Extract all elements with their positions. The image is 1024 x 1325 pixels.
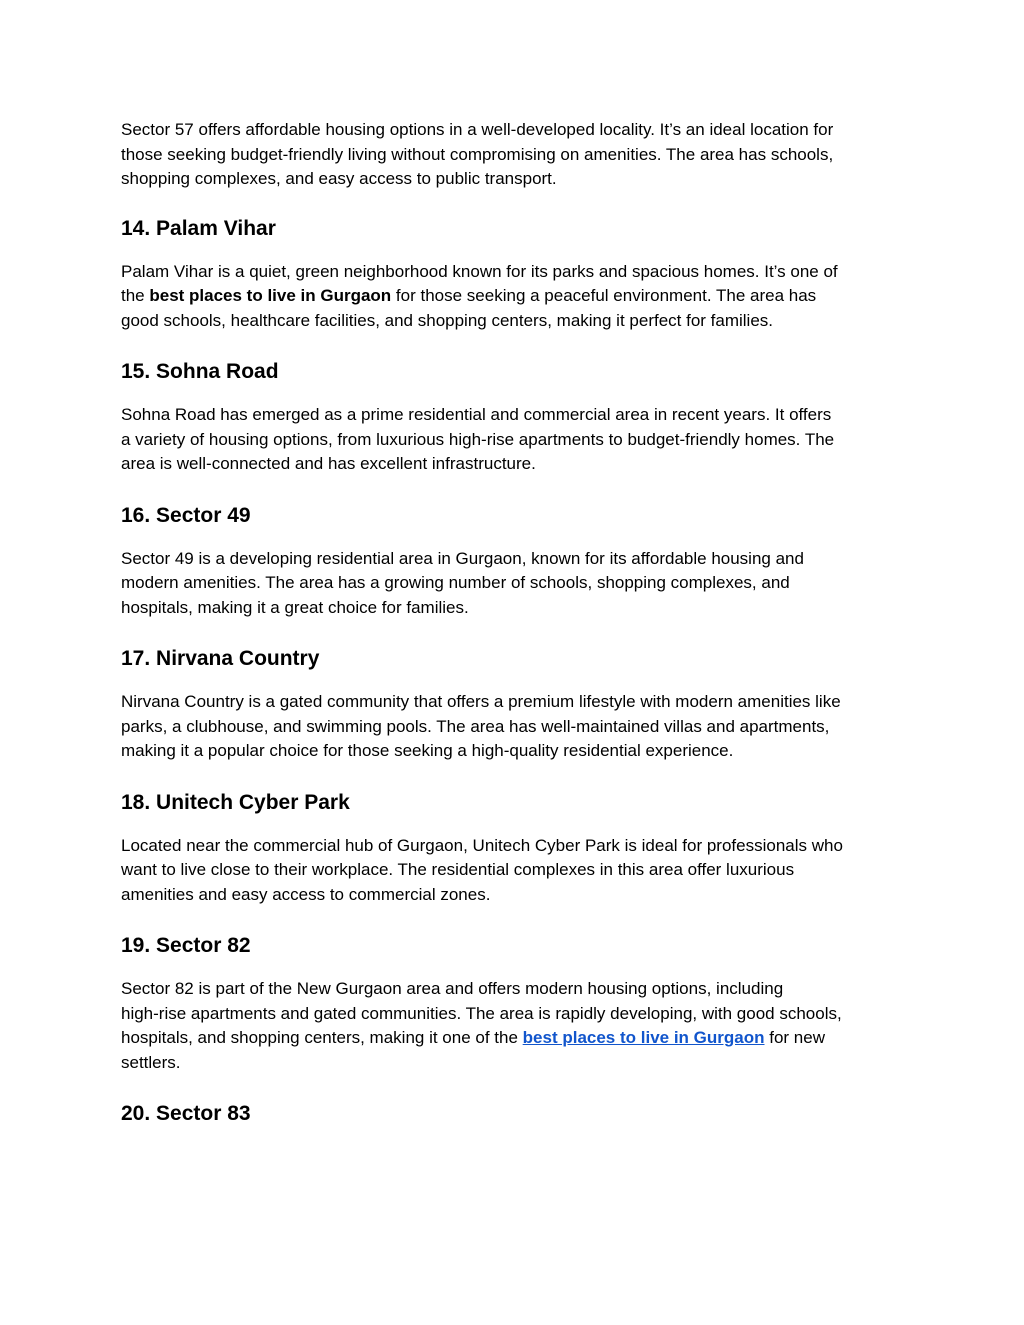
intro-paragraph: Sector 57 offers affordable housing options in a well-developed locality. It’s an ideal location for those seeking budget-friendly living without compromising on amenities. The area has schools, shopping complexes, and easy access to public transport.: [121, 120, 834, 188]
palam-vihar-paragraph: [121, 260, 911, 334]
sector-49-paragraph: Sector 49 is a developing residential area in Gurgaon, known for its affordable housing and modern amenities. The area has a growing number of schools, shopping complexes, and hospitals, making it a great choice for families.: [121, 548, 804, 617]
sector-82-text-after: for new settlers.: [121, 1028, 825, 1072]
sector-82-text-before: Sector 82 is part of the New Gurgaon area and offers modern housing options, including high-rise apartments and gated communities. The area is rapidly developing, with good schools, hospitals, and shopping centers, making it one of the: [121, 979, 842, 1047]
document-page: [121, 118, 911, 1145]
sector-82-paragraph: [121, 977, 911, 1075]
heading-sector-83: 20. Sector 83: [121, 1102, 251, 1125]
heading-unitech-cyber-park: 18. Unitech Cyber Park: [121, 790, 350, 814]
heading-nirvana-country: 17. Nirvana Country: [121, 647, 320, 670]
heading-palam-vihar: 14. Palam Vihar: [121, 216, 276, 240]
palam-vihar-text-after: for those seeking a peaceful environment. The area has good schools, healthcare facilities, and shopping centers, making it perfect for families.: [121, 286, 817, 330]
palam-vihar-text-before: Palam Vihar is a quiet, green neighborhood known for its parks and spacious homes. It’s one of the: [121, 261, 838, 305]
sohna-road-paragraph: Sohna Road has emerged as a prime residential and commercial area in recent years. It offers a variety of housing options, from luxurious high-rise apartments to budget-friendly homes. The area is well-connected and has excellent infrastructure.: [121, 405, 835, 473]
heading-sohna-road: 15. Sohna Road: [121, 360, 279, 383]
palam-vihar-bold-phrase: best places to live in Gurgaon: [149, 286, 392, 305]
nirvana-country-paragraph: Nirvana Country is a gated community that offers a premium lifestyle with modern amenities like parks, a clubhouse, and swimming pools. The area has well-maintained villas and apartments, making it a popular choice for those seeking a high-quality residential experience.: [121, 692, 841, 760]
heading-sector-82: 19. Sector 82: [121, 934, 251, 957]
unitech-cyber-park-paragraph: Located near the commercial hub of Gurgaon, Unitech Cyber Park is ideal for professionals who want to live close to their workplace. The residential complexes in this area offer luxurious amenities and easy access to commercial zones.: [121, 835, 843, 904]
heading-sector-49: 16. Sector 49: [121, 503, 251, 527]
best-places-link[interactable]: best places to live in Gurgaon: [522, 1028, 765, 1047]
